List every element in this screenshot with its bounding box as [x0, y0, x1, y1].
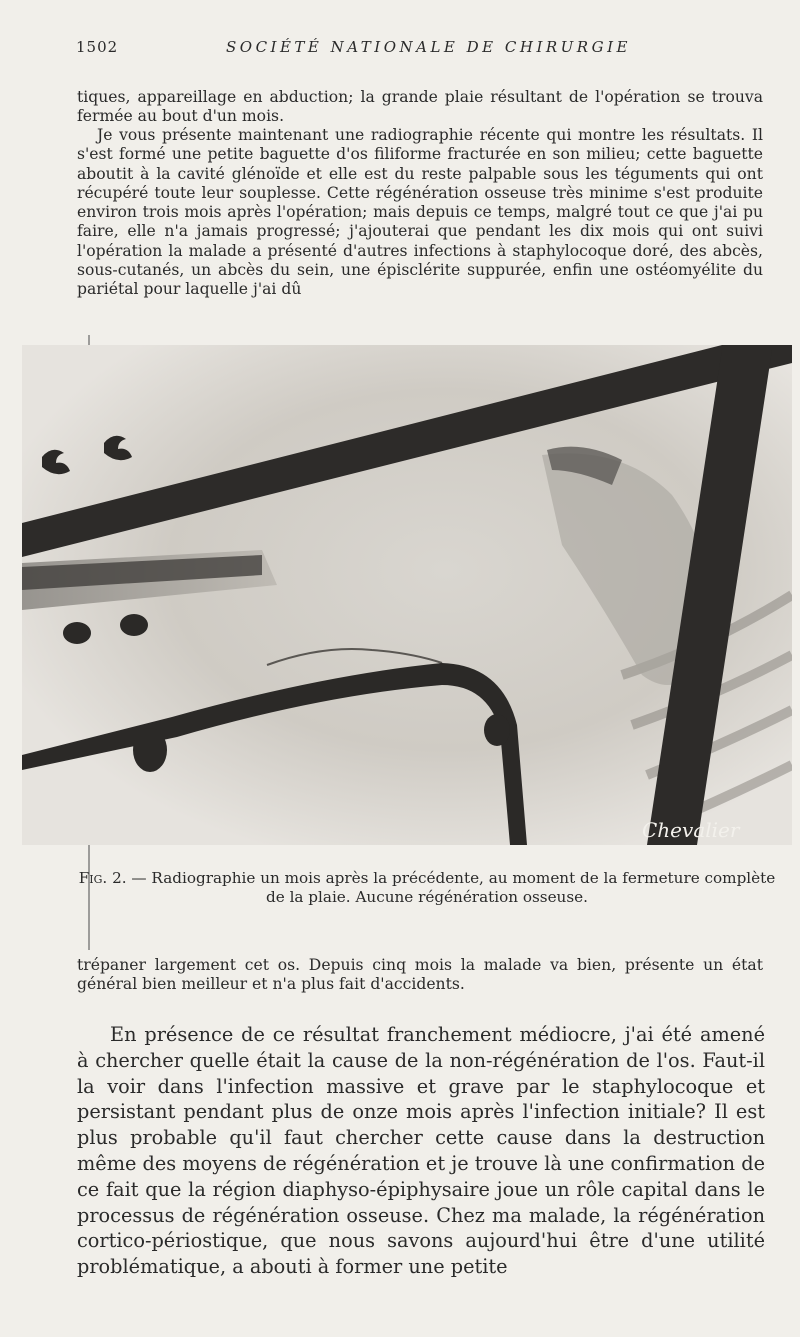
- paragraph-3: trépaner largement cet os. Depuis cinq mois la malade va bien, présente un état général bien meilleur et n'a plus fait d'accidents.: [77, 956, 763, 994]
- paragraph-2: Je vous présente maintenant une radiographie récente qui montre les résultats. Il s'est formé une petite baguette d'os filiforme fracturée en son milieu; cette baguette aboutit à la cavité glénoïde et elle est du reste palpable sous les téguments qui ont récupéré toute leur souplesse. Cette régénération osseuse très minime s'est produite environ trois mois après l'opération; mais depuis ce temps, malgré tout ce que j'ai pu faire, elle n'a jamais progressé; j'ajouterai que pendant les dix mois qui ont suivi l'opération la malade a présenté d'autres infections à staphylocoque doré, des abcès, sous-cutanés, un abcès du sein, une épisclérite suppurée, enfin une ostéomyélite du pariétal pour laquelle j'ai dû: [77, 126, 763, 299]
- radiograph-figure: [22, 345, 792, 845]
- radiograph-image: [22, 345, 792, 845]
- running-title: SOCIÉTÉ NATIONALE DE CHIRURGIE: [226, 38, 631, 56]
- page-header: [76, 38, 760, 62]
- radiograph-signature: Chevalier: [642, 818, 740, 842]
- figure-caption-text: — Radiographie un mois après la précédente, au moment de la fermeture complète de la plaie. Aucune régénération osseuse.: [126, 869, 776, 906]
- paragraph-4: En présence de ce résultat franchement médiocre, j'ai été amené à chercher quelle était la cause de la non-régénération de l'os. Faut-il la voir dans l'infection massive et grave par le staphylocoque et persistant pendant plus de onze mois après l'infection initiale? Il est plus probable qu'il faut chercher cette cause dans la destruction même des moyens de régénération et je trouve là une confirmation de ce fait que la région diaphyso-épiphysaire joue un rôle capital dans le processus de régénération osseuse. Chez ma malade, la régénération cortico-périostique, que nous savons aujourd'hui être d'une utilité problématique, a abouti à former une petite: [77, 1023, 765, 1279]
- figure-caption: [77, 869, 777, 907]
- page-number: 1502: [76, 38, 119, 56]
- paragraph-1: tiques, appareillage en abduction; la grande plaie résultant de l'opération se trouva fermée au bout d'un mois.: [77, 88, 763, 126]
- figure-label: Fig. 2.: [78, 869, 127, 887]
